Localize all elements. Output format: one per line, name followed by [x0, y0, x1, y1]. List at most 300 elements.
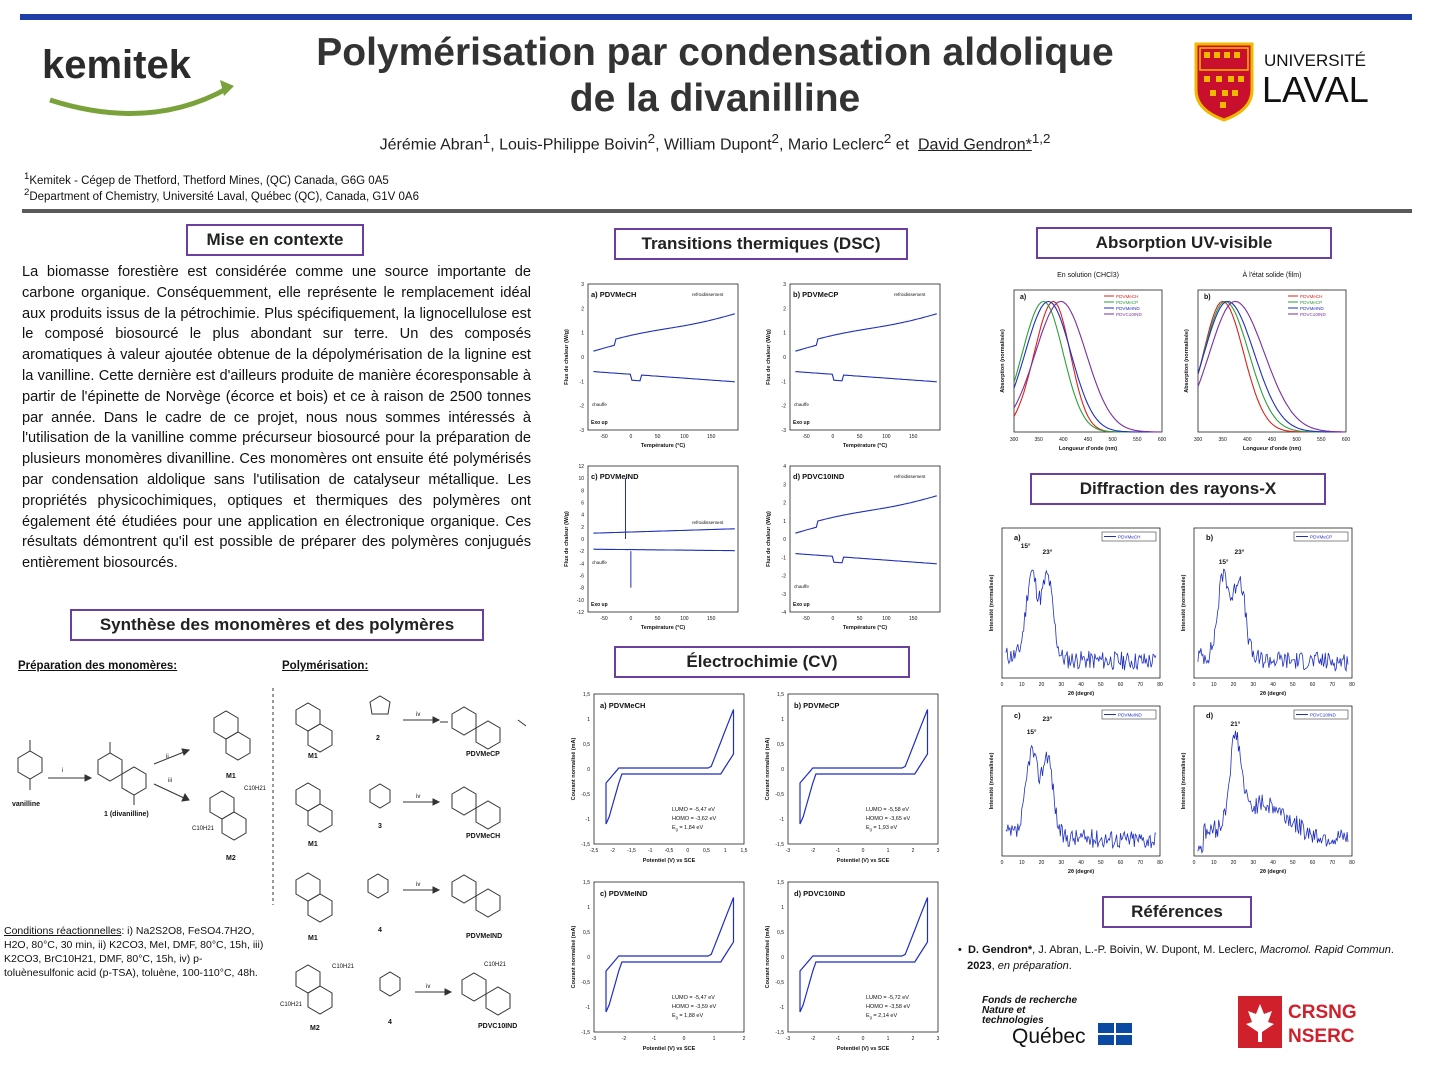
cv-ytick-label: -1: [585, 817, 590, 823]
label-m1-c: M1: [308, 841, 318, 848]
dsc-xtick-label: 50: [856, 616, 863, 622]
xrd-peak-label: 21°: [1230, 721, 1241, 728]
cv-xtick-label: 0: [861, 848, 865, 854]
cv-xtick-label: -2: [810, 848, 816, 854]
xrd-xtick-label: 70: [1329, 682, 1336, 688]
xrd-peak-label: 23°: [1042, 716, 1053, 723]
cv-xtick-label: -1: [651, 1036, 657, 1042]
label-pdvc10ind: PDVC10IND: [478, 1023, 518, 1030]
dsc-xtick-label: 150: [909, 616, 918, 622]
xrd-xtick-label: 20: [1230, 860, 1237, 866]
dsc-plot-frame: [790, 466, 940, 612]
uv-chart-title: En solution (CHCl3): [1057, 272, 1119, 279]
cv-lumo: LUMO = -5,72 eV: [866, 995, 909, 1001]
cv-chart-b: [760, 688, 950, 868]
crsng-text: CRSNG: [1288, 1002, 1357, 1023]
uv-xtick-label: 600: [1157, 437, 1167, 443]
dsc-ytick-label: -2: [781, 403, 786, 410]
xrd-pattern-curve: [1006, 746, 1156, 848]
cv-ytick-label: 1,5: [777, 880, 784, 886]
cv-ytick-label: -1,5: [775, 842, 784, 848]
cv-xtick-label: -2,5: [589, 848, 599, 854]
dsc-ytick-label: 10: [578, 476, 584, 483]
xrd-peak-label: 15°: [1026, 729, 1037, 736]
cv-ytick-label: -0,5: [775, 792, 784, 798]
dsc-cooling-curve: [795, 314, 936, 351]
dsc-xaxis-label: Température (°C): [640, 625, 686, 631]
header-separator: [22, 209, 1412, 213]
cv-ytick-label: -0,5: [581, 980, 590, 986]
dsc-ytick-label: -2: [579, 403, 584, 410]
cv-xtick-label: 3: [936, 848, 940, 854]
uv-xtick-label: 300: [1009, 437, 1019, 443]
title-line-2: de la divanilline: [569, 77, 861, 120]
cv-chart-c: [566, 876, 756, 1056]
xrd-xtick-label: 0: [1192, 860, 1196, 866]
dsc-ytick-label: 8: [581, 488, 584, 495]
label-c10-b: C10H21: [192, 826, 215, 832]
dsc-ytick-label: 12: [578, 464, 584, 470]
uv-series-curve: [1014, 301, 1162, 432]
cv-homo: HOMO = -3,59 eV: [672, 1004, 717, 1010]
dsc-ytick-label: 3: [783, 282, 786, 288]
xrd-xtick-label: 40: [1270, 860, 1276, 866]
uv-xtick-label: 500: [1292, 437, 1301, 443]
dsc-ytick-label: 2: [783, 306, 786, 313]
cv-ytick-label: -1,5: [581, 1030, 590, 1036]
frq-logo: [980, 993, 1140, 1049]
cv-xtick-label: 3: [936, 1036, 940, 1042]
xrd-xaxis-label: 2θ (degré): [1067, 869, 1095, 875]
xrd-xtick-label: 40: [1078, 860, 1084, 866]
ulaval-logo-line2: LAVAL: [1262, 69, 1369, 110]
uv-legend-label: PDVMeCH: [1300, 294, 1323, 299]
cv-xtick-label: 0,5: [703, 848, 710, 854]
cv-panel-label: c) PDVMeIND: [600, 889, 648, 898]
uv-yaxis-label: Absorption (normalisée): [1000, 329, 1006, 393]
xrd-xtick-label: 70: [1137, 860, 1144, 866]
cv-ytick-label: 0: [587, 767, 590, 773]
ref-journal: Macromol. Rapid Commun: [1260, 944, 1391, 956]
dsc-panel-label: b) PDVMeCP: [793, 290, 839, 299]
uv-chart-solution: [996, 266, 1172, 456]
dsc-ytick-label: 2: [581, 524, 584, 531]
dsc-cooling-curve: [795, 496, 936, 533]
dsc-ytick-label: -6: [579, 573, 584, 580]
cv-xtick-label: -1: [835, 848, 841, 854]
cv-lumo: LUMO = -5,47 eV: [672, 807, 715, 813]
label-m2-b: M2: [310, 1025, 320, 1032]
uv-legend-label: PDVC10IND: [1116, 312, 1142, 317]
xrd-xtick-label: 60: [1309, 682, 1316, 688]
cv-ytick-label: -1,5: [581, 842, 590, 848]
poster-title: [270, 30, 1160, 122]
uv-legend-label: PDVMeIND: [1300, 306, 1324, 311]
nserc-text: NSERC: [1288, 1026, 1355, 1047]
xrd-xtick-label: 50: [1289, 860, 1296, 866]
xrd-xtick-label: 0: [1000, 682, 1004, 688]
cv-ytick-label: 1: [781, 717, 784, 723]
xrd-xaxis-label: 2θ (degré): [1259, 691, 1287, 697]
xrd-yaxis-label: Intensité (normalisée): [1181, 752, 1187, 810]
xrd-xtick-label: 40: [1078, 682, 1084, 688]
uv-yaxis-label: Absorption (normalisée): [1184, 329, 1190, 393]
author-2: Louis-Philippe Boivin: [499, 136, 648, 154]
xrd-xtick-label: 70: [1137, 682, 1144, 688]
xrd-legend-label: PDVC10IND: [1310, 712, 1336, 718]
frq-line2: Nature et: [982, 1005, 1026, 1016]
cv-yaxis-label: Courant normalisé (mA): [571, 737, 577, 801]
cv-xtick-label: 0: [861, 1036, 865, 1042]
top-blue-bar: [20, 14, 1412, 20]
xrd-xtick-label: 0: [1192, 682, 1196, 688]
cv-xtick-label: -2: [621, 1036, 627, 1042]
ref-authors-rest: , J. Abran, L.-P. Boivin, W. Dupont, M. Leclerc,: [1032, 944, 1257, 956]
uv-xtick-label: 450: [1083, 437, 1093, 443]
dsc-xtick-label: 150: [707, 616, 716, 622]
dsc-panel-label: a) PDVMeCH: [591, 290, 637, 299]
cv-xtick-label: 2: [911, 1036, 915, 1042]
dsc-cooling-curve: [593, 314, 734, 351]
dsc-xtick-label: 150: [909, 434, 918, 440]
section-context-title: Mise en contexte: [186, 224, 364, 256]
ref-year: 2023: [967, 960, 992, 972]
xrd-xaxis-label: 2θ (degré): [1259, 869, 1287, 875]
ulaval-logo-line1: UNIVERSITÉ: [1264, 51, 1367, 70]
cv-homo: HOMO = -3,65 eV: [866, 816, 911, 822]
dsc-ytick-label: -4: [781, 610, 786, 616]
dsc-ytick-label: -8: [579, 585, 584, 592]
uv-legend-label: PDVC10IND: [1300, 312, 1326, 317]
dsc-xtick-label: 0: [629, 616, 633, 622]
cv-xtick-label: 1: [886, 848, 890, 854]
xrd-xtick-label: 80: [1157, 860, 1163, 866]
uv-legend-label: PDVMeCH: [1116, 294, 1139, 299]
cv-eg: $E_g = 1,93$ eV: [866, 825, 898, 832]
dsc-xtick-label: 0: [831, 434, 835, 440]
xrd-peak-label: 15°: [1020, 543, 1031, 550]
xrd-peak-label: 15°: [1218, 559, 1229, 566]
cv-homo: HOMO = -3,62 eV: [672, 816, 717, 822]
dsc-exo-label: Exo up: [793, 602, 810, 608]
xrd-xtick-label: 50: [1289, 682, 1296, 688]
cv-ytick-label: 0,5: [777, 742, 784, 748]
xrd-pattern-curve: [1198, 569, 1348, 670]
xrd-peak-label: 23°: [1042, 549, 1053, 556]
xrd-xtick-label: 30: [1250, 860, 1257, 866]
crsng-logo: [1238, 994, 1357, 1050]
xrd-panel-label: a): [1014, 533, 1021, 542]
dsc-panel-label: d) PDVC10IND: [793, 472, 845, 481]
dsc-ytick-label: -1: [579, 379, 584, 386]
context-paragraph: La biomasse forestière est considérée comme une source importante de carbone organique. Conséquemment, elle représente le remplacement idéal aux produits issus de la pétrochimie. Plus spécifiquement, la lignocellulose est le composé biosourcé le plus abondant sur terre. Un des composés aromatiques à valeur ajoutée obtenue de la dépolymérisation de la lignine est la vanilline. Cette dernière est d'ailleurs produite de manière écoresponsable à partir de l'épinette de Norvège (écorce et bois) et ce à raison de 2500 tonnes par année. Dans le cadre de ce projet, nous nous sommes intéressés à l'utilisation de la vanilline comme précurseur biosourcé pour la préparation de plusieurs monomères divanilline. Ces monomères ont ensuite été polymérisés par condensation aldolique sans l'utilisation de catalyseur métallique. Les propriétés physicochimiques, optiques et thermiques des polymères ont également été étudiées pour une application en électronique organique. Ces résultats démontrent qu'il est possible de préparer des polymères conjugués entièrement biosourcés.: [22, 264, 531, 572]
section-xrd-title: Diffraction des rayons-X: [1030, 473, 1326, 505]
dsc-ytick-label: -3: [579, 428, 584, 434]
cv-ytick-label: 0,5: [583, 930, 590, 936]
xrd-xtick-label: 40: [1270, 682, 1276, 688]
xrd-xaxis-label: 2θ (degré): [1067, 691, 1095, 697]
dsc-ytick-label: -1: [781, 555, 786, 562]
cv-ytick-label: 1: [587, 717, 590, 723]
label-c2: 2: [376, 735, 380, 742]
label-m2-a: M2: [226, 855, 236, 862]
xrd-chart-b: [1178, 522, 1358, 698]
cv-xtick-label: -0,5: [664, 848, 674, 854]
cv-chart-a: [566, 688, 756, 868]
xrd-yaxis-label: Intensité (normalisée): [1181, 574, 1187, 632]
cv-lumo: LUMO = -5,47 eV: [672, 995, 715, 1001]
xrd-xtick-label: 60: [1117, 860, 1124, 866]
dsc-ytick-label: 1: [581, 330, 584, 337]
cv-ytick-label: 0,5: [777, 930, 784, 936]
uv-xtick-label: 550: [1133, 437, 1142, 443]
affiliation-1-text: Kemitek - Cégep de Thetford, Thetford Mines, (QC) Canada, G6G 0A5: [29, 174, 389, 187]
uv-xtick-label: 400: [1243, 437, 1252, 443]
dsc-heating-label: chauffe: [794, 402, 809, 407]
uv-series-curve: [1014, 301, 1162, 432]
xrd-xtick-label: 60: [1117, 682, 1124, 688]
section-synthesis-title: Synthèse des monomères et des polymères: [70, 609, 484, 641]
uv-series-curve: [1198, 301, 1346, 432]
dsc-cooling-label: refroidissement: [894, 292, 926, 297]
affiliation-2-sup: 2: [24, 187, 30, 198]
reference-item: • D. Gendron*, J. Abran, L.-P. Boivin, W. Dupont, M. Leclerc, Macromol. Rapid Commun. 2023, en préparation.: [958, 944, 1394, 972]
cv-eg: $E_g = 1,84$ eV: [672, 825, 704, 832]
dsc-heating-curve: [593, 372, 734, 382]
label-c4-b: 4: [388, 1019, 392, 1026]
dsc-exo-label: Exo up: [591, 602, 608, 608]
label-c4-a: 4: [378, 927, 382, 934]
dsc-xtick-label: 100: [680, 616, 689, 622]
label-c3: 3: [378, 823, 382, 830]
reaction-conditions: [4, 924, 270, 980]
cv-yaxis-label: Courant normalisé (mA): [765, 925, 771, 989]
label-pdvmeind: PDVMeIND: [466, 933, 503, 940]
cv-ytick-label: 1,5: [777, 692, 784, 698]
xrd-legend-label: PDVMeCH: [1118, 534, 1141, 540]
dsc-ytick-label: 0: [581, 355, 584, 361]
label-m1-b: M1: [308, 753, 318, 760]
label-step-i: i: [62, 768, 64, 774]
authors-joiner: et: [895, 136, 910, 154]
dsc-ytick-label: -10: [576, 597, 584, 604]
xrd-xtick-label: 30: [1058, 860, 1065, 866]
dsc-ytick-label: 4: [783, 464, 786, 470]
cv-xtick-label: 0: [686, 848, 690, 854]
uv-panel-label: a): [1020, 294, 1027, 301]
dsc-ytick-label: -3: [781, 428, 786, 434]
dsc-cooling-label: refroidissement: [692, 292, 724, 297]
conditions-label: Conditions réactionnelles: [4, 925, 122, 937]
dsc-heating-label: chauffe: [592, 560, 607, 565]
dsc-ytick-label: -12: [576, 610, 584, 616]
author-1: Jérémie Abran: [379, 136, 483, 154]
xrd-legend-label: PDVMeCP: [1310, 534, 1333, 540]
dsc-exo-label: Exo up: [793, 420, 810, 426]
xrd-pattern-curve: [1198, 731, 1348, 853]
cv-plot-frame: [594, 882, 744, 1032]
xrd-xtick-label: 20: [1038, 682, 1045, 688]
xrd-xtick-label: 20: [1038, 860, 1045, 866]
xrd-panel-label: b): [1206, 533, 1214, 542]
label-c10-a: C10H21: [244, 786, 267, 792]
frq-line1: Fonds de recherche: [982, 995, 1078, 1006]
cv-homo: HOMO = -3,58 eV: [866, 1004, 911, 1010]
cv-eg: $E_g = 2,14$ eV: [866, 1013, 898, 1020]
dsc-ytick-label: 0: [783, 537, 786, 543]
author-2-sup: 2: [647, 131, 656, 146]
dsc-ytick-label: 0: [783, 355, 786, 361]
dsc-ytick-label: 1: [783, 518, 786, 525]
label-step-iv-b: iv: [416, 794, 421, 800]
label-step-iv-a: iv: [416, 712, 421, 718]
affiliation-2-text: Department of Chemistry, Université Laval, Québec (QC), Canada, G1V 0A6: [29, 190, 420, 203]
dsc-xtick-label: -50: [600, 434, 608, 440]
authors-line: Jérémie Abran$^1$, Louis-Philippe Boivin$^2$, William Dupont$^2$, Mario Leclerc$^2$ et David Gendron*$^{1,2}$: [379, 131, 1051, 154]
xrd-xtick-label: 80: [1157, 682, 1163, 688]
cv-plot-frame: [788, 694, 938, 844]
cv-xtick-label: -1,5: [627, 848, 636, 854]
section-refs-title: Références: [1102, 896, 1252, 928]
dsc-heating-curve: [593, 549, 734, 551]
label-step-iii: iii: [168, 778, 172, 784]
cv-ytick-label: 1: [781, 905, 784, 911]
section-cv-title: Électrochimie (CV): [614, 646, 910, 678]
dsc-xtick-label: -50: [600, 616, 608, 622]
cv-chart-d: [760, 876, 950, 1056]
cv-xaxis-label: Potentiel (V) vs SCE: [642, 858, 696, 864]
label-c10-c: C10H21: [332, 964, 355, 970]
dsc-ytick-label: 0: [581, 537, 584, 543]
cv-xtick-label: -2: [610, 848, 615, 854]
conditions-text: : i) Na2S2O8, FeSO4.7H2O, H2O, 80°C, 30 min, ii) K2CO3, MeI, DMF, 80°C, 15h, iii) K2CO3, BrC10H21, DMF, 80°C, 15h, iv) p-toluènesulfonic acid (p-TSA), toluène, 100-110°C, 48h.: [4, 925, 264, 979]
label-divanilline: 1 (divanilline): [104, 811, 149, 818]
uv-xtick-label: 350: [1218, 437, 1227, 443]
polymerisation-label: Polymérisation:: [282, 660, 369, 672]
dsc-xtick-label: 100: [882, 616, 891, 622]
dsc-xtick-label: 150: [707, 434, 716, 440]
xrd-panel-label: d): [1206, 711, 1214, 720]
dsc-yaxis-label: Flux de chaleur (W/g): [564, 329, 570, 385]
dsc-yaxis-label: Flux de chaleur (W/g): [564, 511, 570, 567]
xrd-xtick-label: 60: [1309, 860, 1316, 866]
xrd-xtick-label: 80: [1349, 682, 1355, 688]
author-4: Mario Leclerc: [787, 136, 884, 154]
xrd-xtick-label: 10: [1018, 682, 1025, 688]
uv-legend-label: PDVMeCP: [1300, 300, 1323, 305]
label-m1-a: M1: [226, 773, 236, 780]
cv-ytick-label: 0: [781, 767, 784, 773]
label-vanilline: vanilline: [12, 801, 41, 808]
uv-xtick-label: 400: [1059, 437, 1068, 443]
dsc-chart-d: [762, 460, 952, 640]
cv-panel-label: b) PDVMeCP: [794, 701, 840, 710]
cv-xtick-label: -3: [785, 1036, 791, 1042]
dsc-exo-label: Exo up: [591, 420, 608, 426]
xrd-peak-label: 23°: [1234, 549, 1245, 556]
prep-monomers-label: Préparation des monomères:: [18, 660, 178, 672]
dsc-xtick-label: -50: [802, 616, 810, 622]
dsc-yaxis-label: Flux de chaleur (W/g): [766, 329, 772, 385]
cv-panel-label: d) PDVC10IND: [794, 889, 846, 898]
label-step-iv-d: iv: [426, 984, 431, 990]
author-5: David Gendron*: [918, 136, 1032, 154]
dsc-ytick-label: 3: [581, 282, 584, 288]
xrd-pattern-curve: [1006, 570, 1156, 670]
uv-xtick-label: 300: [1193, 437, 1203, 443]
xrd-chart-c: [986, 700, 1166, 876]
label-c10-d: C10H21: [280, 1002, 303, 1008]
xrd-xtick-label: 80: [1349, 860, 1355, 866]
dsc-plot-frame: [588, 466, 738, 612]
cv-xtick-label: -3: [785, 848, 791, 854]
affiliation-1: [24, 171, 389, 187]
xrd-legend-label: PDVMeIND: [1118, 712, 1142, 718]
cv-xaxis-label: Potentiel (V) vs SCE: [642, 1046, 696, 1052]
cv-ytick-label: -1,5: [775, 1030, 784, 1036]
xrd-xtick-label: 10: [1018, 860, 1025, 866]
cv-ytick-label: 1,5: [583, 880, 590, 886]
dsc-ytick-label: 4: [581, 512, 584, 519]
cv-plot-frame: [788, 882, 938, 1032]
cv-xtick-label: 2: [911, 848, 915, 854]
cv-xaxis-label: Potentiel (V) vs SCE: [836, 858, 890, 864]
dsc-heating-curve: [795, 554, 936, 564]
author-3-sup: 2: [771, 131, 779, 146]
cv-xtick-label: 2: [742, 1036, 746, 1042]
xrd-xtick-label: 70: [1329, 860, 1336, 866]
xrd-xtick-label: 20: [1230, 682, 1237, 688]
cv-ytick-label: -1: [779, 1005, 784, 1011]
cv-yaxis-label: Courant normalisé (mA): [571, 925, 577, 989]
label-step-iv-c: iv: [416, 882, 421, 888]
dsc-xaxis-label: Température (°C): [842, 625, 888, 631]
xrd-xtick-label: 50: [1097, 682, 1104, 688]
frq-quebec: Québec: [1012, 1025, 1086, 1048]
dsc-ytick-label: 1: [783, 330, 786, 337]
dsc-heating-label: chauffe: [592, 402, 607, 407]
cv-yaxis-label: Courant normalisé (mA): [765, 737, 771, 801]
dsc-chart-b: [762, 278, 952, 458]
cv-ytick-label: 0: [781, 955, 784, 961]
dsc-xtick-label: 0: [831, 616, 835, 622]
cv-xtick-label: -1: [648, 848, 653, 854]
dsc-ytick-label: -3: [781, 591, 786, 598]
dsc-ytick-label: 2: [581, 306, 584, 313]
ref-status: en préparation: [997, 960, 1069, 972]
cv-plot-frame: [594, 694, 744, 844]
dsc-chart-c: [560, 460, 750, 640]
uv-xtick-label: 350: [1034, 437, 1043, 443]
dsc-xtick-label: 50: [654, 616, 661, 622]
cv-ytick-label: -1: [585, 1005, 590, 1011]
xrd-xtick-label: 30: [1250, 682, 1257, 688]
cv-xtick-label: 1,5: [740, 848, 748, 854]
xrd-yaxis-label: Intensité (normalisée): [989, 574, 995, 632]
label-m1-d: M1: [308, 935, 318, 942]
frq-line3: technologies: [982, 1015, 1044, 1026]
ref-bullet: •: [958, 944, 962, 956]
cv-xtick-label: -2: [810, 1036, 816, 1042]
synthesis-scheme: [0, 680, 545, 1060]
uv-xaxis-label: Longueur d'onde (nm): [1242, 446, 1302, 452]
dsc-cooling-label: refroidissement: [894, 474, 926, 479]
cv-ytick-label: -0,5: [581, 792, 590, 798]
uv-legend-label: PDVMeIND: [1116, 306, 1140, 311]
dsc-xaxis-label: Température (°C): [640, 443, 686, 449]
uv-series-curve: [1014, 301, 1162, 432]
cv-eg: $E_g = 1,88$ eV: [672, 1013, 704, 1020]
